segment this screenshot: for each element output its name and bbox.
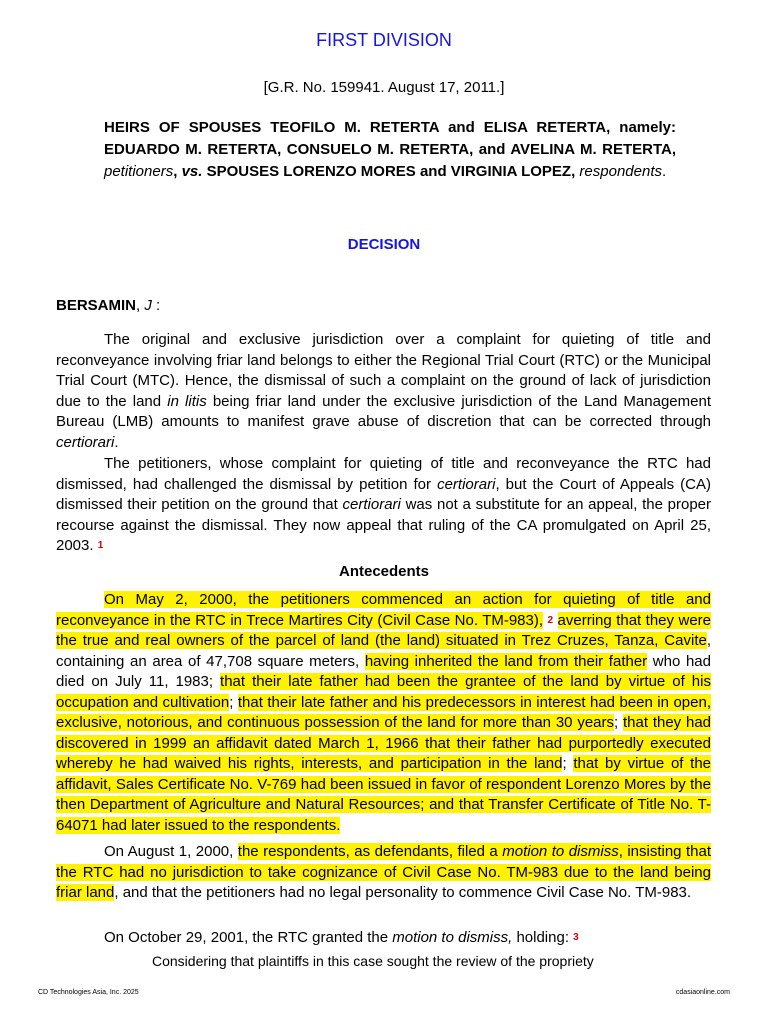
block-quote: Considering that plaintiffs in this case sought the review of the propriety (152, 953, 594, 969)
p3-text-3: ; (229, 693, 238, 711)
case-parties: HEIRS OF SPOUSES TEOFILO M. RETERTA and ELISA RETERTA, namely: EDUARDO M. RETERTA, CONSUELO M. RETERTA, and AVELINA M. RETERTA, petitioners, vs. SPOUSES LORENZO MORES and VIRGINIA LOPEZ, respondents. (104, 119, 676, 180)
footnote-3-link[interactable]: 3 (573, 932, 579, 943)
section-heading-antecedents: Antecedents (338, 563, 430, 580)
p3-highlight-7: that by virtue of the affidavit, Sales Certificate No. V-769 had been issued in favor of respondent Lorenzo Mores by the then Department of Agriculture and Natural Resources; and that Transfer Certificate of Title No. T-64071 had later issued to the respondents. (56, 755, 711, 834)
p3-highlight-2: averring that they were the true and real owners of the parcel of land (the land) situated in Trez Cruzes, Tanza, Cavite (56, 611, 711, 649)
p3-text-2: who had died on July 11, 1983; (56, 652, 711, 690)
p3-highlight-5: that their late father and his predecessors in interest had been in open, exclusive, notorious, and continuous possession of the land for more than 30 years (56, 693, 711, 731)
paragraph-3 (56, 590, 711, 836)
paragraph-1 (56, 330, 711, 453)
p2-text-d: certiorari (342, 496, 401, 513)
p3-highlight-3: having inherited the land from their father (364, 652, 648, 670)
p3-text-1: , containing an area of 47,708 square meters, (56, 632, 711, 670)
p4-text-1: On August 1, 2000, (104, 843, 238, 860)
p2-text-b: certiorari (437, 475, 496, 493)
p1-text-c: being friar land under the exclusive jurisdiction of the Land Management Bureau (LMB) amounts to manifest grave abuse of discretion that can be corrected through (56, 392, 711, 430)
p1-text-b: in litis (167, 392, 207, 410)
footer-copyright: CD Technologies Asia, Inc. 2025 (38, 989, 139, 996)
p2-text-c: , but the Court of Appeals (CA) dismissed their petition on the ground that (56, 475, 711, 513)
author-name: BERSAMIN (56, 297, 137, 314)
p1-text-e: . (114, 433, 119, 451)
paragraph-2 (56, 454, 711, 557)
footnote-2-link[interactable]: 2 (547, 614, 554, 626)
p3-text-5: ; (562, 755, 574, 772)
footer-site: cdasiaonline.com (675, 989, 730, 996)
p1-text-d: certiorari (56, 433, 115, 451)
p4-text-2: , and that the petitioners had no legal personality to commence Civil Case No. TM-983. (114, 884, 692, 901)
versus: vs. (181, 163, 203, 180)
p3-highlight-4: that their late father had been the grantee of the land by virtue of his occupation and cultivation (56, 673, 711, 711)
p3-highlight-6: that they had discovered in 1999 an affidavit dated March 1, 1966 that their father had purportedly executed whereby he had waived his rights, interests, and participation in the land (56, 714, 712, 772)
decision-title: DECISION (347, 236, 421, 253)
p1-text-a: The original and exclusive jurisdiction over a complaint for quieting of title and reconveyance involving friar land belongs to either the Regional Trial Court (RTC) or the Municipal Trial Court (MTC). Hence, the dismissal of such a complaint on the ground of lack of jurisdiction due to the land (56, 331, 711, 410)
petitioners-label: petitioners (104, 163, 174, 180)
author-title: J (144, 297, 152, 314)
p5-text-a: On October 29, 2001, the RTC granted the (104, 929, 393, 946)
ponente: BERSAMIN, J : (56, 297, 161, 314)
p3-text-4: ; (614, 714, 623, 731)
p3-highlight-1: On May 2, 2000, the petitioners commenced an action for quieting of title and reconveyance in the RTC in Trece Martires City (Civil Case No. TM-983), (56, 591, 711, 629)
paragraph-4 (56, 842, 711, 904)
p4-highlight-italic: motion to dismiss (502, 843, 619, 860)
p5-text-c: holding: (512, 929, 574, 946)
footnote-1-link[interactable]: 1 (97, 540, 104, 551)
petitioners-names: HEIRS OF SPOUSES TEOFILO M. RETERTA and ELISA RETERTA, namely: EDUARDO M. RETERTA, CONSUELO M. RETERTA, and AVELINA M. RETERTA (104, 119, 676, 158)
p2-text-e: was not a substitute for an appeal, the proper recourse against the dismissal. They now appeal that ruling of the CA promulgated on April 25, 2003. (56, 496, 711, 554)
division-heading: FIRST DIVISION (316, 30, 452, 50)
p2-text-a: The petitioners, whose complaint for quieting of title and reconveyance the RTC had dismissed, had challenged the dismissal by petition for (56, 455, 711, 493)
respondents-label: respondents (579, 163, 662, 180)
case-number: [G.R. No. 159941. August 17, 2011.] (263, 79, 505, 96)
p4-highlight-1: the respondents, as defendants, filed a (237, 843, 503, 860)
paragraph-5 (56, 928, 711, 949)
p4-highlight-2: , insisting that the RTC had no jurisdiction to take cognizance of Civil Case No. TM-983 due to the land being friar land (56, 843, 712, 901)
respondents-names: SPOUSES LORENZO MORES and VIRGINIA LOPEZ (206, 163, 572, 180)
p5-text-b: motion to dismiss, (392, 929, 513, 946)
